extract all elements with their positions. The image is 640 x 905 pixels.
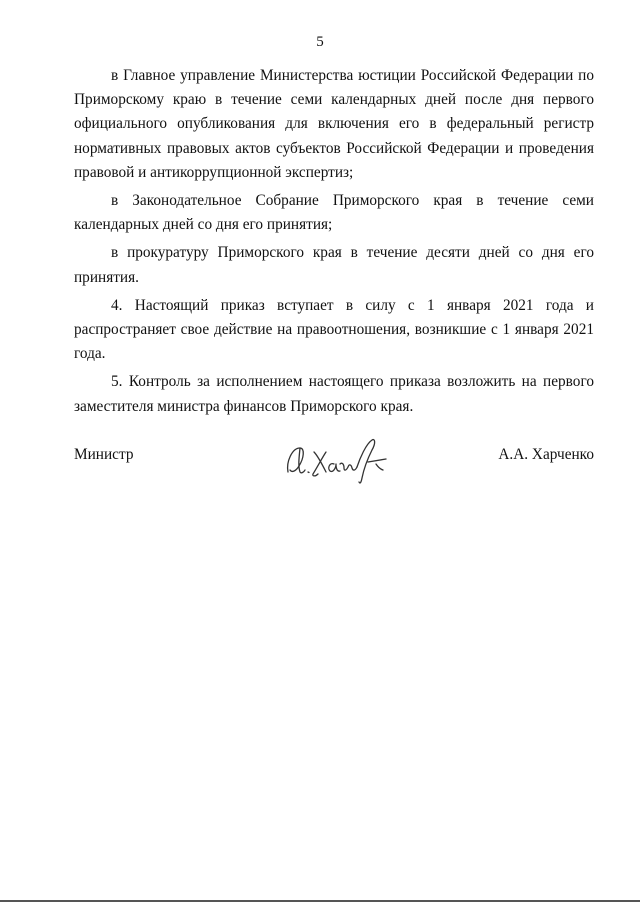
- document-body: [74, 64, 594, 423]
- page-number: 5: [316, 34, 324, 50]
- signer-position: Министр: [74, 446, 134, 463]
- paragraph-ministry-of-justice: в Главное управление Министерства юстиции Российской Федерации по Приморскому краю в течение семи календарных дней после дня первого официального опубликования для включения его в федеральный регистр нормативных правовых актов субъектов Российской Федерации и проведения правовой и антикоррупционной экспертиз;: [74, 67, 594, 181]
- bottom-scan-edge: [0, 900, 640, 902]
- signer-name: А.А. Харченко: [498, 446, 594, 463]
- signature-block: [74, 440, 594, 484]
- handwritten-signature: [282, 434, 402, 486]
- paragraph-legislative-assembly: в Законодательное Собрание Приморского края в течение семи календарных дней со дня его принятия;: [74, 192, 594, 234]
- paragraph-effective-date: 4. Настоящий приказ вступает в силу с 1 января 2021 года и распространяет свое действие на правоотношения, возникшие с 1 января 2021 года.: [74, 296, 594, 363]
- paragraph-control: 5. Контроль за исполнением настоящего приказа возложить на первого заместителя министра финансов Приморского края.: [74, 373, 594, 415]
- paragraph-prosecutor-office: в прокуратуру Приморского края в течение десяти дней со дня его принятия.: [74, 244, 594, 286]
